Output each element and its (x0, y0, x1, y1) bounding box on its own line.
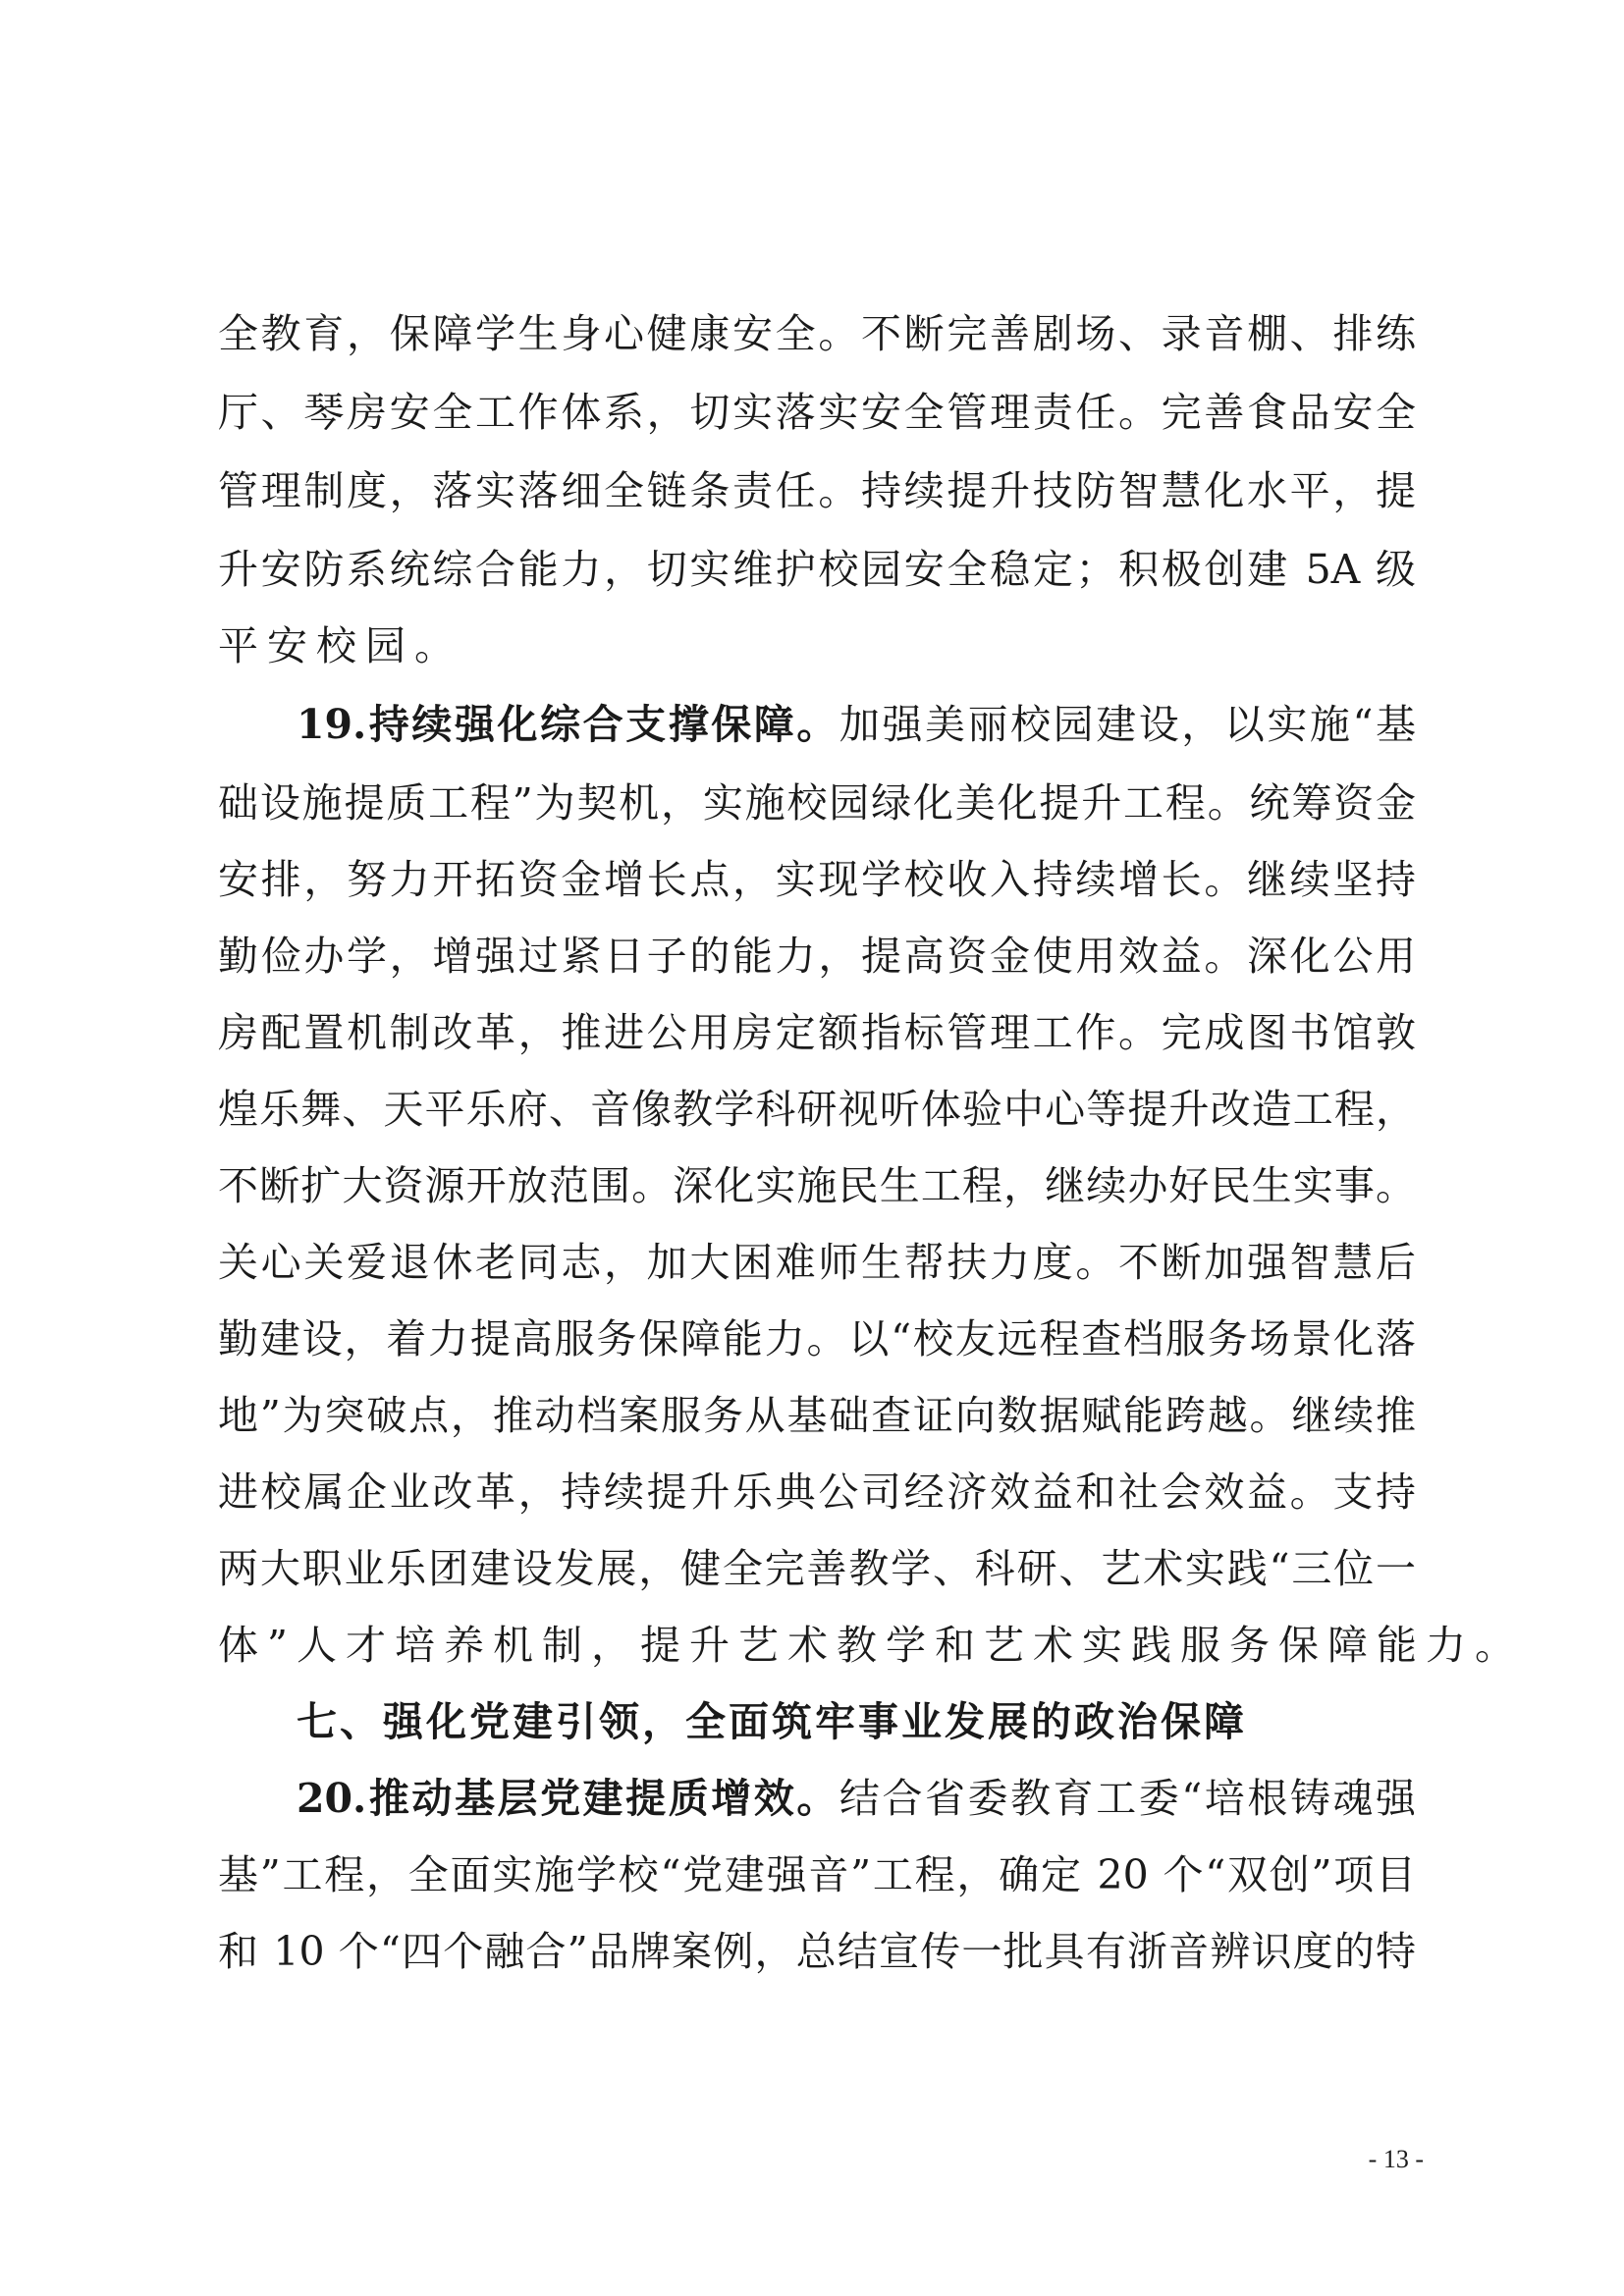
text-line: 煌乐舞、天平乐府、音像教学科研视听体验中心等提升改造工程， (218, 1086, 1416, 1133)
text-line: 平安校园。 (218, 622, 463, 669)
paragraph-19-lead: 19.持续强化综合支撑保障。 (297, 701, 839, 748)
text-line: 安排，努力开拓资金增长点，实现学校收入持续增长。继续坚持 (218, 856, 1416, 903)
text-line: 地”为突破点，推动档案服务从基础查证向数据赋能跨越。继续推 (218, 1392, 1416, 1439)
text-line: 管理制度，落实落细全链条责任。持续提升技防智慧化水平，提 (218, 467, 1416, 514)
text-line: 和 10 个“四个融合”品牌案例，总结宣传一批具有浙音辨识度的特 (218, 1928, 1416, 1975)
text-line: 基”工程，全面实施学校“党建强音”工程，确定 20 个“双创”项目 (218, 1851, 1416, 1898)
text-line: 厅、琴房安全工作体系，切实落实安全管理责任。完善食品安全 (218, 389, 1416, 436)
paragraph-20-lead-rest: 结合省委教育工委“培根铸魂强 (839, 1775, 1416, 1822)
text-line: 体”人才培养机制，提升艺术教学和艺术实践服务保障能力。 (218, 1622, 1524, 1669)
text-line: 升安防系统综合能力，切实维护校园安全稳定；积极创建 5A 级 (218, 546, 1416, 593)
text-line: 勤俭办学，增强过紧日子的能力，提高资金使用效益。深化公用 (218, 933, 1416, 980)
text-line: 房配置机制改革，推进公用房定额指标管理工作。完成图书馆敦 (218, 1009, 1416, 1056)
paragraph-19-first-line (297, 685, 1416, 764)
page-number: - 13 - (1368, 2145, 1424, 2173)
text-line: 础设施提质工程”为契机，实施校园绿化美化提升工程。统筹资金 (218, 779, 1416, 827)
text-line: 不断扩大资源开放范围。深化实施民生工程，继续办好民生实事。 (218, 1162, 1416, 1209)
section-heading: 七、强化党建引领，全面筑牢事业发展的政治保障 (297, 1698, 1247, 1745)
paragraph-20-lead: 20.推动基层党建提质增效。 (297, 1775, 839, 1822)
paragraph-19-lead-rest: 加强美丽校园建设，以实施“基 (839, 701, 1416, 748)
text-line: 关心关爱退休老同志，加大困难师生帮扶力度。不断加强智慧后 (218, 1239, 1416, 1286)
text-line: 勤建设，着力提高服务保障能力。以“校友远程查档服务场景化落 (218, 1315, 1416, 1362)
text-line: 进校属企业改革，持续提升乐典公司经济效益和社会效益。支持 (218, 1468, 1416, 1516)
paragraph-20-first-line (297, 1759, 1416, 1838)
text-line: 全教育，保障学生身心健康安全。不断完善剧场、录音棚、排练 (218, 310, 1416, 357)
text-line: 两大职业乐团建设发展，健全完善教学、科研、艺术实践“三位一 (218, 1545, 1416, 1592)
